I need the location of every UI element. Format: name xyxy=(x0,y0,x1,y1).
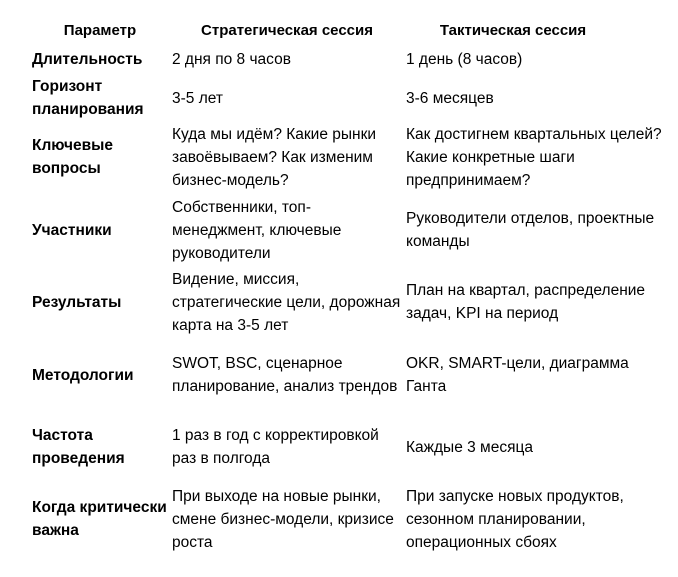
strategic-cell: 3-5 лет xyxy=(172,89,223,107)
tactical-cell: 3-6 месяцев xyxy=(406,89,494,107)
table-header xyxy=(0,20,678,42)
tactical-cell: Как достигнем квартальных целей? Какие конкретные шаги предпринимаем? xyxy=(406,125,662,189)
row-label: Участники xyxy=(32,221,112,239)
tactical-cell: 1 день (8 часов) xyxy=(406,50,523,68)
tactical-cell: При запуске новых продуктов, сезонном планировании, операционных сбоях xyxy=(406,487,624,551)
row-label: Когда критически важна xyxy=(32,499,167,539)
strategic-cell: Видение, миссия, стратегические цели, дорожная карта на 3-5 лет xyxy=(172,270,401,334)
strategic-cell: Куда мы идём? Какие рынки завоёвываем? Как изменим бизнес-модель? xyxy=(172,125,377,189)
table-row xyxy=(0,122,678,192)
row-label: Методологии xyxy=(32,366,134,384)
table-row xyxy=(0,195,678,265)
table-row xyxy=(0,267,678,337)
row-label: Длительность xyxy=(32,50,143,68)
strategic-cell: 2 дня по 8 часов xyxy=(172,50,291,68)
table-row xyxy=(0,412,678,482)
strategic-cell: SWOT, BSC, сценарное планирование, анализ трендов xyxy=(172,355,398,395)
table-row xyxy=(0,46,678,72)
tactical-cell: Каждые 3 месяца xyxy=(406,438,533,456)
row-label: Ключевые вопросы xyxy=(32,137,113,177)
strategic-cell: 1 раз в год с корректировкой раз в полгода xyxy=(172,427,379,467)
row-label: Результаты xyxy=(32,293,122,311)
tactical-cell: Руководители отделов, проектные команды xyxy=(406,210,655,250)
table-row xyxy=(0,484,678,554)
tactical-cell: OKR, SMART-цели, диаграмма Ганта xyxy=(406,355,629,395)
table-row xyxy=(0,340,678,410)
header-parameter: Параметр xyxy=(63,22,137,39)
row-label: Горизонт планирования xyxy=(32,78,144,118)
strategic-cell: При выходе на новые рынки, смене бизнес-модели, кризисе роста xyxy=(172,487,394,551)
header-strategic: Стратегическая сессия xyxy=(201,22,373,39)
table-row xyxy=(0,74,678,122)
row-label: Частота проведения xyxy=(32,427,125,467)
strategic-cell: Собственники, топ-менеджмент, ключевые руководители xyxy=(172,198,342,262)
header-tactical: Тактическая сессия xyxy=(439,22,587,39)
tactical-cell: План на квартал, распределение задач, KPI на период xyxy=(406,282,646,322)
